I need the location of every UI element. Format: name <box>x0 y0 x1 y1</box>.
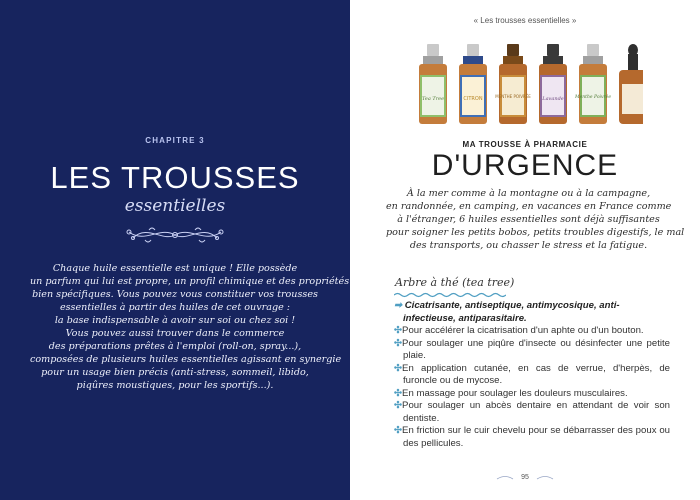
running-header: « Les trousses essentielles » <box>473 16 577 25</box>
use-item <box>394 388 670 401</box>
bottle-5-icon <box>574 44 611 124</box>
bottle-label: CITRON <box>463 96 483 102</box>
flower-bullet-icon: ✣ <box>394 425 403 436</box>
use-text: En friction sur le cuir chevelu pour se débarrasser des poux ou des pellicules. <box>402 425 670 449</box>
use-text: En massage pour soulager les douleurs musculaires. <box>402 387 628 399</box>
essential-oil-bottles-illustration <box>413 44 643 128</box>
chapter-title: LES TROUSSES <box>50 160 300 195</box>
intro-line: pour soigner les petits bobos, petits troubles digestifs, le mal <box>386 227 685 238</box>
paragraph-line: un parfum qui lui est propre, un profil chimique et des propriétés <box>30 276 350 287</box>
paragraph-line: pour un usage bien précis (anti-stress, sommeil, libido, <box>41 367 309 378</box>
floral-ornament-icon <box>115 218 235 252</box>
bottle-4-icon <box>539 44 567 124</box>
paragraph-line: composées de plusieurs huiles essentielles agissant en synergie <box>30 354 342 365</box>
right-page <box>350 0 700 500</box>
use-item <box>394 338 670 363</box>
properties-text: Cicatrisante, antiseptique, antimycosique, anti-infectieuse, antiparasitaire. <box>403 300 620 324</box>
flower-bullet-icon: ✣ <box>394 325 403 336</box>
arrow-bullet-icon: ➡ <box>394 300 403 311</box>
use-text: Pour soulager une piqûre d'insecte ou désinfecter une petite plaie. <box>402 337 670 361</box>
properties-item <box>394 300 670 325</box>
flower-bullet-icon: ✣ <box>394 362 403 374</box>
bottle-3-icon <box>495 44 531 124</box>
use-item <box>394 325 670 338</box>
flower-bullet-icon: ✣ <box>394 400 403 411</box>
use-item <box>394 400 670 425</box>
flower-bullet-icon: ✣ <box>394 337 403 349</box>
use-item <box>394 363 670 388</box>
intro-line: À la mer comme à la montagne ou à la campagne, <box>406 188 651 199</box>
oil-heading: Arbre à thé (tea tree) <box>395 276 515 289</box>
intro-paragraph <box>386 187 685 252</box>
intro-line: des transports, ou chasser le stress et la fatigue. <box>409 240 648 251</box>
chapter-intro-paragraph <box>30 262 350 392</box>
intro-line: à l'étranger, 6 huiles essentielles sont déjà suffisantes <box>397 214 660 225</box>
bottle-label: MENTHE POIVRÉE <box>495 94 531 99</box>
chapter-subtitle: essentielles <box>124 196 226 216</box>
paragraph-line: Chaque huile essentielle est unique ! Elle possède <box>52 263 298 274</box>
paragraph-line: la base indispensable à avoir sur soi ou chez soi ! <box>54 315 296 326</box>
section-title-large: D'URGENCE <box>431 149 619 182</box>
use-text: Pour soulager un abcès dentaire en attendant de voir son dentiste. <box>402 400 670 424</box>
use-text: En application cutanée, en cas de verrue, d'herpès, de furoncle ou de mycose. <box>402 362 670 386</box>
bottle-2-icon <box>459 44 487 124</box>
wavy-underline-icon <box>394 292 506 298</box>
page-number: 95 <box>521 474 529 481</box>
oil-uses <box>394 300 670 450</box>
chapter-label: CHAPITRE 3 <box>145 136 205 145</box>
bottle-1-icon <box>419 44 447 124</box>
paragraph-line: piqûres moustiques, pour les sportifs...). <box>76 380 274 391</box>
paragraph-line: Vous pouvez aussi trouver dans le commerce <box>65 328 285 339</box>
section-title-small: MA TROUSSE À PHARMACIE <box>462 140 588 149</box>
flower-bullet-icon: ✣ <box>394 387 403 399</box>
bottle-label: Menthe Poivrée <box>575 95 611 100</box>
use-item <box>394 425 670 450</box>
intro-line: en randonnée, en camping, en vacances en France comme <box>386 201 672 212</box>
bottle-6-dropper-icon <box>619 44 643 124</box>
use-text: Pour accélérer la cicatrisation d'un aphte ou d'un bouton. <box>402 325 644 336</box>
bottle-label: Lavande <box>542 96 564 102</box>
paragraph-line: essentielles à partir des huiles de cet ouvrage : <box>59 302 291 313</box>
bottle-label: Tea Tree <box>421 96 445 102</box>
paragraph-line: des préparations prêtes à l'emploi (roll-on, spray...), <box>48 341 302 352</box>
paragraph-line: bien spécifiques. Vous pouvez vous constituer vos trousses <box>32 289 318 300</box>
